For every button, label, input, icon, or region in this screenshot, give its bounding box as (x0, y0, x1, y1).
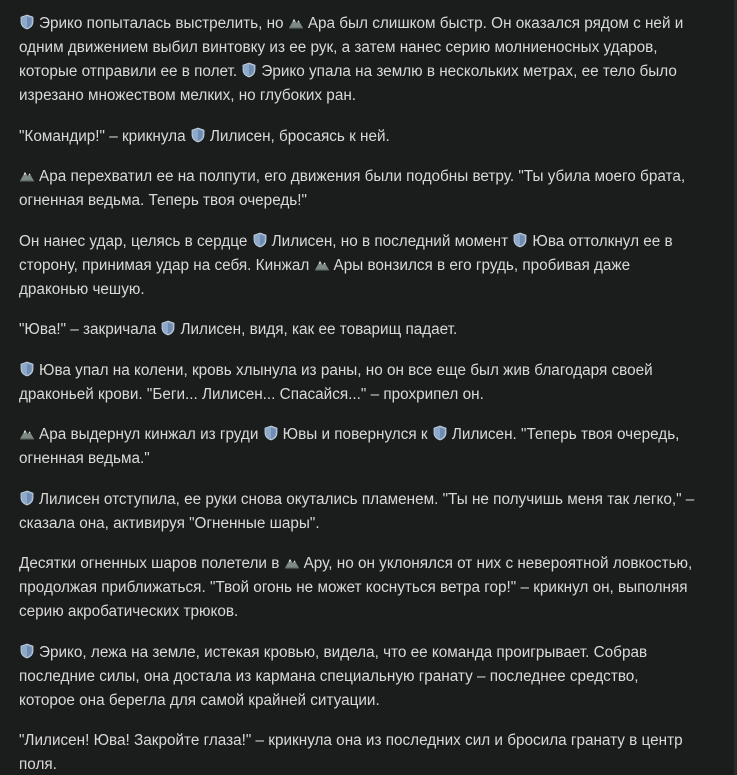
mountain-icon (19, 425, 35, 441)
story-paragraph (19, 423, 697, 471)
story-paragraph (19, 165, 697, 213)
story-text-segment: Ары вонзился в его грудь, пробивая даже драконью чешую. (19, 256, 631, 298)
story-paragraph (19, 552, 697, 624)
shield-icon (241, 62, 257, 78)
shield-icon (19, 14, 35, 30)
story-text-segment: Ара перехватил ее на полпути, его движения были подобны ветру. "Ты убила моего брата, огненная ведьма. Теперь твоя очередь!" (19, 168, 686, 209)
mountain-icon (19, 167, 35, 183)
story-paragraph (19, 488, 697, 536)
shield-icon (19, 490, 35, 506)
story-paragraph (19, 641, 697, 713)
story-text-segment: Лилисен. "Теперь твоя очередь, огненная ведьма." (19, 426, 680, 467)
story-text-segment: Лилисен, бросаясь к ней. (209, 127, 390, 145)
story-text-segment: Ара был слишком быстр. Он оказался рядом с ней и одним движением выбил винтовку из ее рук, а затем нанес серию молниеносных ударов, которые отправили ее в полет. (19, 15, 684, 80)
story-text-segment: Эрико, лежа на земле, истекая кровью, видела, что ее команда проигрывает. Собрав последние силы, она достала из кармана специальную гранату – последнее средство, которое она берегла для самой крайней ситуации. (19, 643, 648, 709)
shield-icon (160, 320, 176, 336)
shield-icon (19, 643, 35, 659)
story-paragraph (19, 12, 697, 108)
mountain-icon (288, 14, 304, 30)
mountain-icon (314, 256, 330, 272)
story-text-segment: Он нанес удар, целясь в сердце (19, 232, 252, 250)
shield-icon (263, 425, 279, 441)
story-text-segment: Эрико попыталась выстрелить, но (39, 15, 288, 32)
story-paragraph (19, 230, 697, 302)
shield-icon (432, 425, 448, 441)
story-text-segment: Юва оттолкнул ее в сторону, принимая удар на себя. Кинжал (19, 232, 673, 274)
story-text-segment: Эрико упала на землю в нескольких метрах, ее тело было изрезано множеством мелких, но глубоких ран. (19, 63, 677, 104)
story-paragraph (19, 318, 697, 342)
story-text-segment: Ару, но он уклонялся от них с невероятной ловкостью, продолжая приближаться. "Твой огонь не может коснуться ветра гор!" – крикнул он, выполняя серию акробатических трюков. (19, 555, 693, 620)
shield-icon (512, 232, 528, 248)
story-text-segment: Ара выдернул кинжал из груди (39, 426, 263, 443)
story-text-segment: Лилисен, но в последний момент (271, 232, 513, 250)
story-text-segment: Лилисен, видя, как ее товарищ падает. (180, 321, 458, 338)
story-text-segment: "Лилисен! Юва! Закройте глаза!" – крикнула она из последних сил и бросила гранату в центр поля. (19, 732, 683, 773)
shield-icon (19, 361, 35, 377)
story-text-segment: Лилисен отступила, ее руки снова окутались пламенем. "Ты не получишь меня так легко," – сказала она, активируя "Огненные шары". (19, 490, 695, 532)
mountain-icon (284, 554, 300, 570)
story-text-segment: Десятки огненных шаров полетели в (19, 555, 284, 572)
shield-icon (252, 232, 268, 248)
story-paragraph (19, 359, 697, 407)
story-text-segment: Ювы и повернулся к (282, 426, 432, 443)
story-text (19, 12, 697, 775)
story-text-segment: Юва упал на колени, кровь хлынула из раны, но он все еще был жив благодаря своей драконьей крови. "Беги... Лилисен... Спасайся..." – прохрипел он. (19, 361, 653, 403)
story-paragraph (19, 125, 697, 149)
story-text-segment: "Юва!" – закричала (19, 321, 161, 338)
shield-icon (190, 127, 206, 143)
story-text-segment: "Командир!" – крикнула (19, 127, 190, 145)
story-paragraph (19, 729, 697, 775)
